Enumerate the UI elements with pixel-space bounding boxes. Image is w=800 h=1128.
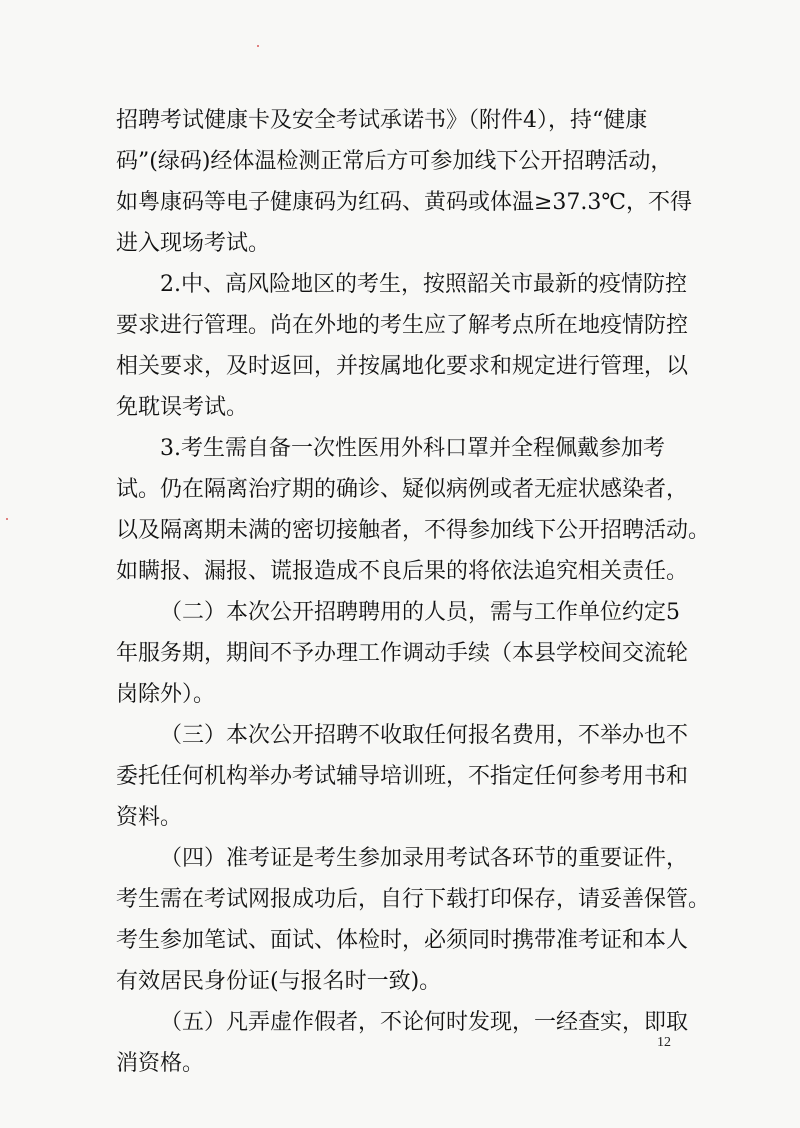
- paragraph-start-line: 2.中、高风险地区的考生，按照韶关市最新的疫情防控: [160, 272, 687, 297]
- paragraph-start-line: （五）凡弄虚作假者，不论何时发现，一经查实，即取: [160, 1010, 689, 1035]
- text-line: 以及隔离期未满的密切接触者，不得参加线下公开招聘活动。: [116, 518, 711, 543]
- text-line: 消资格。: [116, 1051, 205, 1076]
- text-line: 如瞒报、漏报、谎报造成不良后果的将依法追究相关责任。: [116, 559, 689, 584]
- text-line: 委托任何机构举办考试辅导培训班，不指定任何参考用书和: [116, 764, 689, 789]
- text-line: 进入现场考试。: [116, 231, 271, 256]
- scan-speck: [257, 45, 259, 47]
- paragraph-start-line: （四）准考证是考生参加录用考试各环节的重要证件，: [160, 846, 689, 871]
- paragraph-start-line: 3.考生需自备一次性医用外科口罩并全程佩戴参加考: [160, 436, 665, 461]
- page-number: 12: [657, 1035, 671, 1050]
- scan-speck: [6, 518, 8, 520]
- text-line: 要求进行管理。尚在外地的考生应了解考点所在地疫情防控: [116, 313, 689, 338]
- document-body: [116, 100, 711, 1084]
- text-line: 试。仍在隔离治疗期的确诊、疑似病例或者无症状感染者，: [116, 477, 689, 502]
- text-line: 有效居民身份证(与报名时一致)。: [116, 969, 442, 994]
- paragraph-start-line: （二）本次公开招聘聘用的人员，需与工作单位约定5: [160, 600, 680, 625]
- text-line: 码”(绿码)经体温检测正常后方可参加线下公开招聘活动，: [116, 149, 673, 174]
- text-line: 岗除外）。: [116, 682, 216, 707]
- text-line: 考生参加笔试、面试、体检时，必须同时携带准考证和本人: [116, 928, 689, 953]
- paragraph-start-line: （三）本次公开招聘不收取任何报名费用，不举办也不: [160, 723, 689, 748]
- text-line: 资料。: [116, 805, 183, 830]
- text-line: 如粤康码等电子健康码为红码、黄码或体温≥37.3℃，不得: [116, 190, 693, 215]
- text-line: 免耽误考试。: [116, 395, 249, 420]
- text-line: 年服务期，期间不予办理工作调动手续（本县学校间交流轮: [116, 641, 689, 666]
- text-line: 招聘考试健康卡及安全考试承诺书》（附件4），持“健康: [116, 108, 648, 133]
- text-line: 考生需在考试网报成功后，自行下载打印保存，请妥善保管。: [116, 887, 711, 912]
- text-line: 相关要求，及时返回，并按属地化要求和规定进行管理，以: [116, 354, 689, 379]
